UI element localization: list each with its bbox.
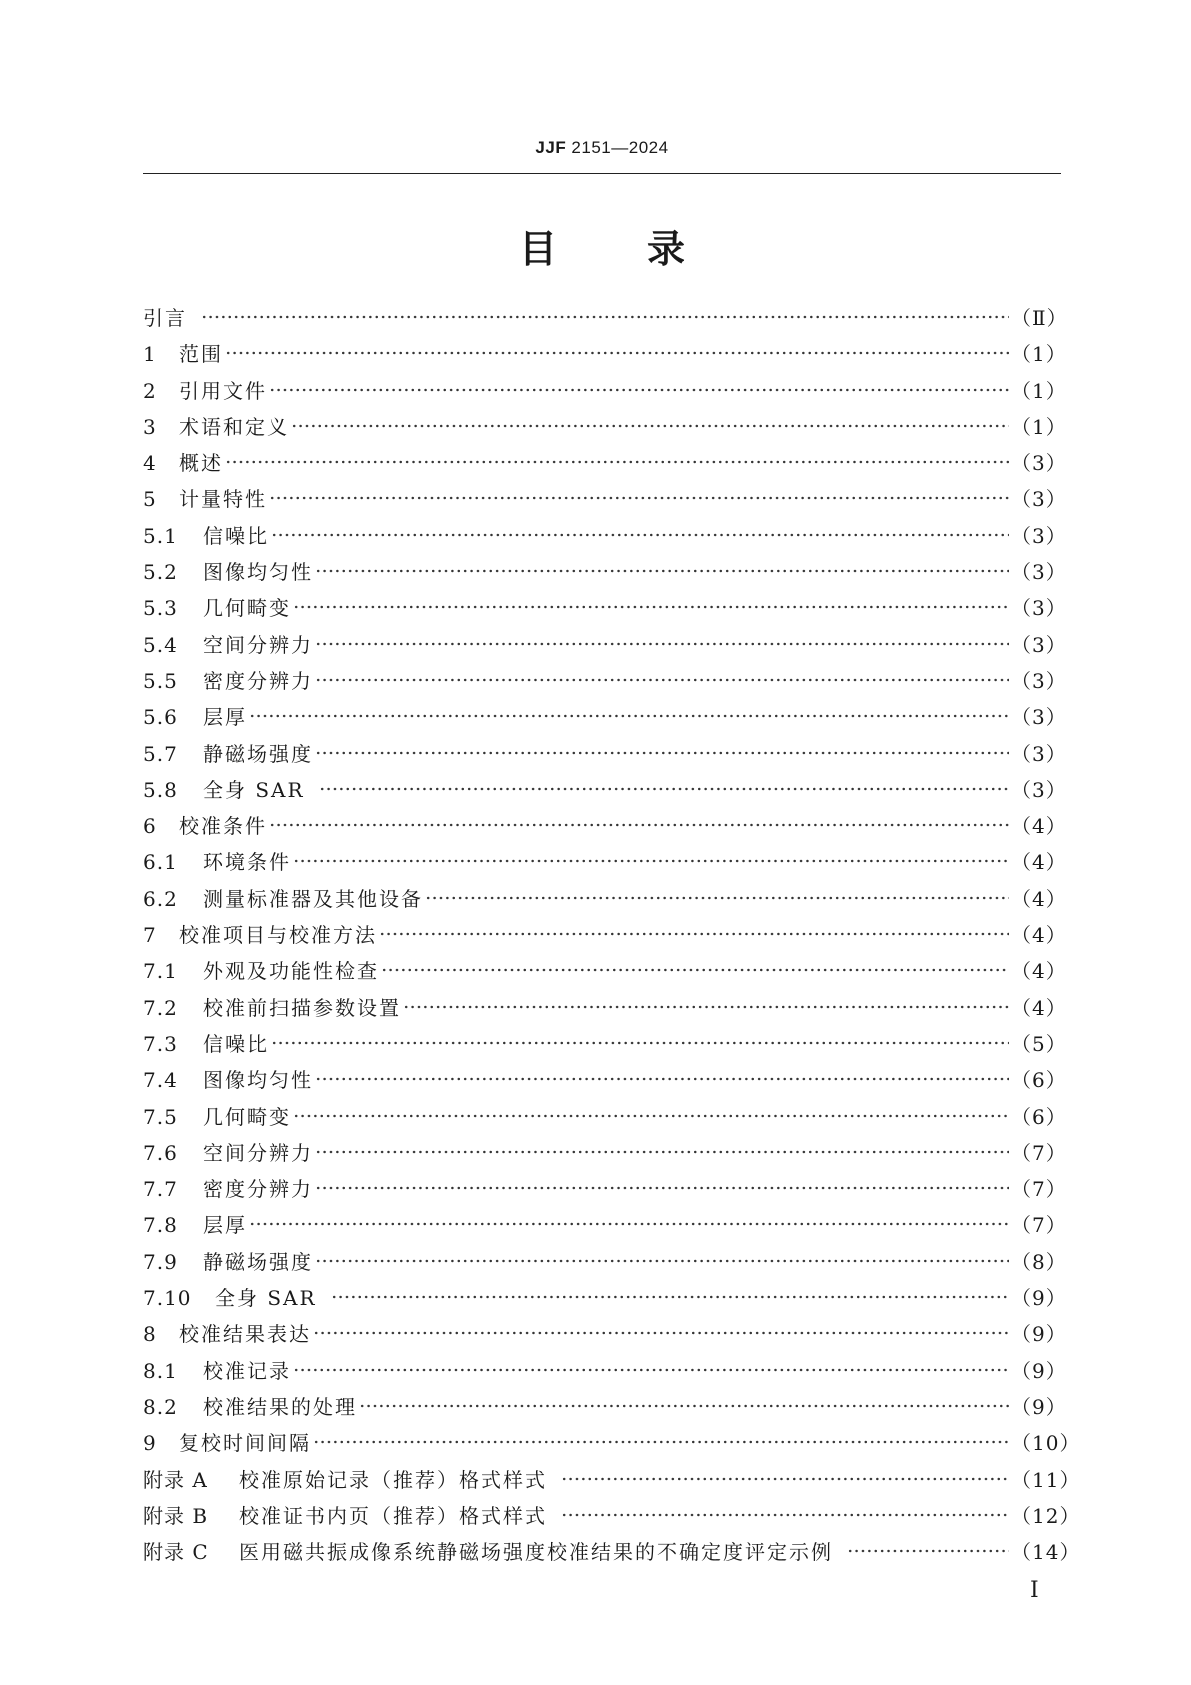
toc-entry-number: 8.1 — [143, 1358, 178, 1383]
toc-leader-dots — [315, 743, 1009, 763]
toc-entry-page: （8） — [1011, 1249, 1067, 1274]
toc-leader-dots — [271, 525, 1009, 545]
toc-entry-number: 7.10 — [143, 1286, 192, 1311]
toc-entry-page: （3） — [1011, 777, 1067, 802]
toc-entry-label: 校准项目与校准方法 — [179, 923, 377, 948]
toc-title: 目录 — [518, 227, 775, 271]
toc-entry-page: （1） — [1011, 378, 1067, 403]
table-of-contents — [143, 302, 1081, 1572]
toc-entry-label: 几何畸变 — [203, 596, 291, 621]
toc-entry-label: 静磁场强度 — [203, 741, 313, 766]
toc-entry-label: 测量标准器及其他设备 — [203, 886, 423, 911]
toc-entry[interactable] — [143, 1318, 1067, 1354]
toc-entry-page: （5） — [1011, 1031, 1067, 1056]
toc-entry-page: （12） — [1011, 1503, 1081, 1528]
toc-entry-label: 校准结果的处理 — [203, 1394, 357, 1419]
toc-entry-number: 7.9 — [143, 1249, 178, 1274]
toc-entry-number: 7.2 — [143, 995, 178, 1020]
toc-entry[interactable] — [143, 629, 1067, 665]
toc-entry-label: 密度分辨力 — [203, 1177, 313, 1202]
toc-entry-label: 引用文件 — [179, 378, 267, 403]
toc-entry-number: 3 — [143, 414, 157, 439]
toc-entry-label: 图像均匀性 — [203, 560, 313, 585]
toc-leader-dots — [293, 851, 1009, 871]
toc-entry[interactable] — [143, 846, 1067, 882]
toc-entry-number: 9 — [143, 1431, 157, 1456]
toc-leader-dots — [315, 561, 1009, 581]
toc-leader-dots — [225, 452, 1009, 472]
toc-leader-dots — [271, 1033, 1009, 1053]
toc-entry-number: 7.1 — [143, 959, 178, 984]
toc-entry-number: 6.1 — [143, 850, 178, 875]
toc-entry-number: 5 — [143, 487, 157, 512]
toc-entry-page: （4） — [1011, 923, 1067, 948]
toc-entry-label: 校准条件 — [179, 814, 267, 839]
toc-leader-dots — [269, 488, 1009, 508]
toc-leader-dots — [359, 1396, 1009, 1416]
toc-entry-number: 6 — [143, 814, 157, 839]
toc-entry-label: 医用磁共振成像系统静磁场强度校准结果的不确定度评定示例 — [239, 1540, 833, 1565]
toc-entry-page: （7） — [1011, 1177, 1067, 1202]
toc-entry[interactable] — [143, 1355, 1067, 1391]
toc-entry-label: 复校时间间隔 — [179, 1431, 311, 1456]
toc-entry-label: 校准原始记录（推荐）格式样式 — [239, 1467, 547, 1492]
toc-leader-dots — [225, 343, 1009, 363]
toc-entry-label: 校准证书内页（推荐）格式样式 — [239, 1503, 547, 1528]
toc-entry[interactable] — [143, 1500, 1081, 1536]
toc-entry-page: （9） — [1011, 1358, 1067, 1383]
toc-leader-dots — [425, 888, 1009, 908]
toc-entry-page: （11） — [1011, 1467, 1081, 1492]
standard-code-prefix: JJF — [535, 138, 567, 157]
toc-entry-page: （1） — [1011, 342, 1067, 367]
toc-leader-dots — [319, 779, 1009, 799]
toc-leader-dots — [381, 960, 1009, 980]
toc-entry-label: 层厚 — [203, 705, 247, 730]
toc-leader-dots — [561, 1505, 1009, 1525]
toc-entry-number: 5.4 — [143, 632, 178, 657]
toc-entry-page: （4） — [1011, 995, 1067, 1020]
toc-entry-label: 空间分辨力 — [203, 1140, 313, 1165]
toc-entry-label: 环境条件 — [203, 850, 291, 875]
toc-entry-number: 8.2 — [143, 1394, 178, 1419]
toc-entry-number: 附录 C — [143, 1540, 209, 1565]
toc-entry-page: （6） — [1011, 1068, 1067, 1093]
toc-entry[interactable] — [143, 774, 1067, 810]
toc-entry-page: （3） — [1011, 705, 1067, 730]
toc-entry-number: 4 — [143, 451, 157, 476]
toc-entry-number: 5.5 — [143, 668, 178, 693]
toc-entry-page: （3） — [1011, 487, 1067, 512]
toc-entry[interactable] — [143, 1391, 1067, 1427]
toc-leader-dots — [331, 1287, 1009, 1307]
toc-entry-page: （4） — [1011, 814, 1067, 839]
document-header — [143, 138, 1061, 158]
toc-entry-page: （4） — [1011, 959, 1067, 984]
toc-entry[interactable] — [143, 592, 1067, 628]
toc-entry-page: （Ⅱ） — [1011, 306, 1068, 330]
toc-entry-page: （1） — [1011, 414, 1067, 439]
toc-entry[interactable] — [143, 1282, 1067, 1318]
toc-entry-page: （10） — [1011, 1431, 1081, 1456]
toc-entry-number: 附录 A — [143, 1467, 208, 1492]
toc-entry-label: 范围 — [179, 342, 223, 367]
toc-entry-label: 空间分辨力 — [203, 632, 313, 657]
toc-entry[interactable] — [143, 483, 1067, 519]
toc-leader-dots — [315, 1178, 1009, 1198]
toc-entry-number: 5.3 — [143, 596, 178, 621]
toc-entry-label: 引言 — [143, 306, 187, 330]
toc-entry-label: 外观及功能性检查 — [203, 959, 379, 984]
toc-entry-page: （9） — [1011, 1322, 1067, 1347]
toc-entry-page: （7） — [1011, 1140, 1067, 1165]
toc-entry[interactable] — [143, 992, 1067, 1028]
toc-entry[interactable] — [143, 1101, 1067, 1137]
toc-entry-page: （3） — [1011, 741, 1067, 766]
toc-entry-page: （3） — [1011, 632, 1067, 657]
toc-entry-label: 密度分辨力 — [203, 668, 313, 693]
toc-entry-label: 信噪比 — [203, 1031, 269, 1056]
toc-entry-page: （4） — [1011, 850, 1067, 875]
toc-leader-dots — [293, 597, 1009, 617]
toc-entry-number: 7.5 — [143, 1104, 178, 1129]
toc-entry[interactable] — [143, 665, 1067, 701]
toc-leader-dots — [293, 1106, 1009, 1126]
toc-entry-label: 校准结果表达 — [179, 1322, 311, 1347]
toc-entry-label: 全身 SAR — [203, 777, 305, 802]
toc-entry-number: 5.8 — [143, 777, 178, 802]
toc-entry-page: （4） — [1011, 886, 1067, 911]
toc-entry-label: 校准记录 — [203, 1358, 291, 1383]
toc-leader-dots — [315, 1251, 1009, 1271]
standard-code-number: 2151—2024 — [566, 138, 669, 157]
toc-entry-page: （6） — [1011, 1104, 1067, 1129]
toc-entry[interactable] — [143, 810, 1067, 846]
toc-entry-page: （3） — [1011, 451, 1067, 476]
toc-entry[interactable] — [143, 1064, 1067, 1100]
toc-entry[interactable] — [143, 1028, 1067, 1064]
toc-entry-number: 5.6 — [143, 705, 178, 730]
toc-entry-label: 静磁场强度 — [203, 1249, 313, 1274]
toc-entry-page: （3） — [1011, 596, 1067, 621]
toc-entry-page: （9） — [1011, 1286, 1067, 1311]
toc-entry-number: 7.6 — [143, 1140, 178, 1165]
toc-entry[interactable] — [143, 1209, 1067, 1245]
toc-leader-dots — [315, 634, 1009, 654]
toc-entry[interactable] — [143, 302, 1068, 338]
page-number: Ⅰ — [1030, 1578, 1039, 1603]
toc-entry[interactable] — [143, 447, 1067, 483]
toc-leader-dots — [313, 1323, 1009, 1343]
toc-entry-label: 层厚 — [203, 1213, 247, 1238]
toc-entry-label: 校准前扫描参数设置 — [203, 995, 401, 1020]
toc-entry-number: 8 — [143, 1322, 157, 1347]
toc-entry-number: 5.2 — [143, 560, 178, 585]
toc-entry[interactable] — [143, 1464, 1081, 1500]
toc-leader-dots — [315, 670, 1009, 690]
toc-entry[interactable] — [143, 520, 1067, 556]
toc-entry-page: （7） — [1011, 1213, 1067, 1238]
toc-entry[interactable] — [143, 919, 1067, 955]
toc-leader-dots — [379, 924, 1009, 944]
toc-entry[interactable] — [143, 411, 1067, 447]
toc-entry[interactable] — [143, 955, 1067, 991]
toc-entry-number: 2 — [143, 378, 157, 403]
toc-leader-dots — [201, 307, 1009, 327]
toc-entry-label: 术语和定义 — [179, 414, 289, 439]
toc-entry-page: （3） — [1011, 560, 1067, 585]
toc-entry-number: 7 — [143, 923, 157, 948]
toc-leader-dots — [269, 380, 1009, 400]
toc-entry[interactable] — [143, 1536, 1081, 1572]
toc-entry[interactable] — [143, 883, 1067, 919]
toc-entry[interactable] — [143, 701, 1067, 737]
toc-entry-number: 附录 B — [143, 1503, 209, 1528]
toc-leader-dots — [293, 1360, 1009, 1380]
toc-entry[interactable] — [143, 738, 1067, 774]
toc-leader-dots — [269, 815, 1009, 835]
toc-leader-dots — [315, 1069, 1009, 1089]
toc-entry-number: 7.8 — [143, 1213, 178, 1238]
toc-entry[interactable] — [143, 1427, 1081, 1463]
toc-entry-page: （3） — [1011, 523, 1067, 548]
toc-entry-page: （9） — [1011, 1394, 1067, 1419]
toc-leader-dots — [249, 1214, 1009, 1234]
toc-entry-page: （14） — [1011, 1540, 1081, 1565]
toc-leader-dots — [291, 416, 1009, 436]
toc-entry[interactable] — [143, 1246, 1067, 1282]
toc-entry-label: 计量特性 — [179, 487, 267, 512]
toc-entry-number: 5.1 — [143, 523, 178, 548]
header-rule — [143, 173, 1061, 174]
toc-entry-number: 7.3 — [143, 1031, 178, 1056]
toc-entry[interactable] — [143, 1137, 1067, 1173]
toc-leader-dots — [315, 1142, 1009, 1162]
toc-leader-dots — [249, 706, 1009, 726]
toc-entry-number: 6.2 — [143, 886, 178, 911]
toc-entry[interactable] — [143, 556, 1067, 592]
toc-entry-number: 7.7 — [143, 1177, 178, 1202]
toc-entry-number: 7.4 — [143, 1068, 178, 1093]
toc-entry-number: 1 — [143, 342, 157, 367]
toc-entry-label: 全身 SAR — [215, 1286, 317, 1311]
toc-entry-label: 图像均匀性 — [203, 1068, 313, 1093]
toc-entry-label: 概述 — [179, 451, 223, 476]
toc-leader-dots — [403, 997, 1009, 1017]
toc-entry[interactable] — [143, 338, 1067, 374]
toc-leader-dots — [313, 1432, 1009, 1452]
toc-entry-page: （3） — [1011, 668, 1067, 693]
toc-entry-number: 5.7 — [143, 741, 178, 766]
toc-leader-dots — [561, 1469, 1009, 1489]
toc-entry[interactable] — [143, 375, 1067, 411]
toc-leader-dots — [847, 1541, 1009, 1561]
toc-entry[interactable] — [143, 1173, 1067, 1209]
toc-entry-label: 信噪比 — [203, 523, 269, 548]
toc-entry-label: 几何畸变 — [203, 1104, 291, 1129]
